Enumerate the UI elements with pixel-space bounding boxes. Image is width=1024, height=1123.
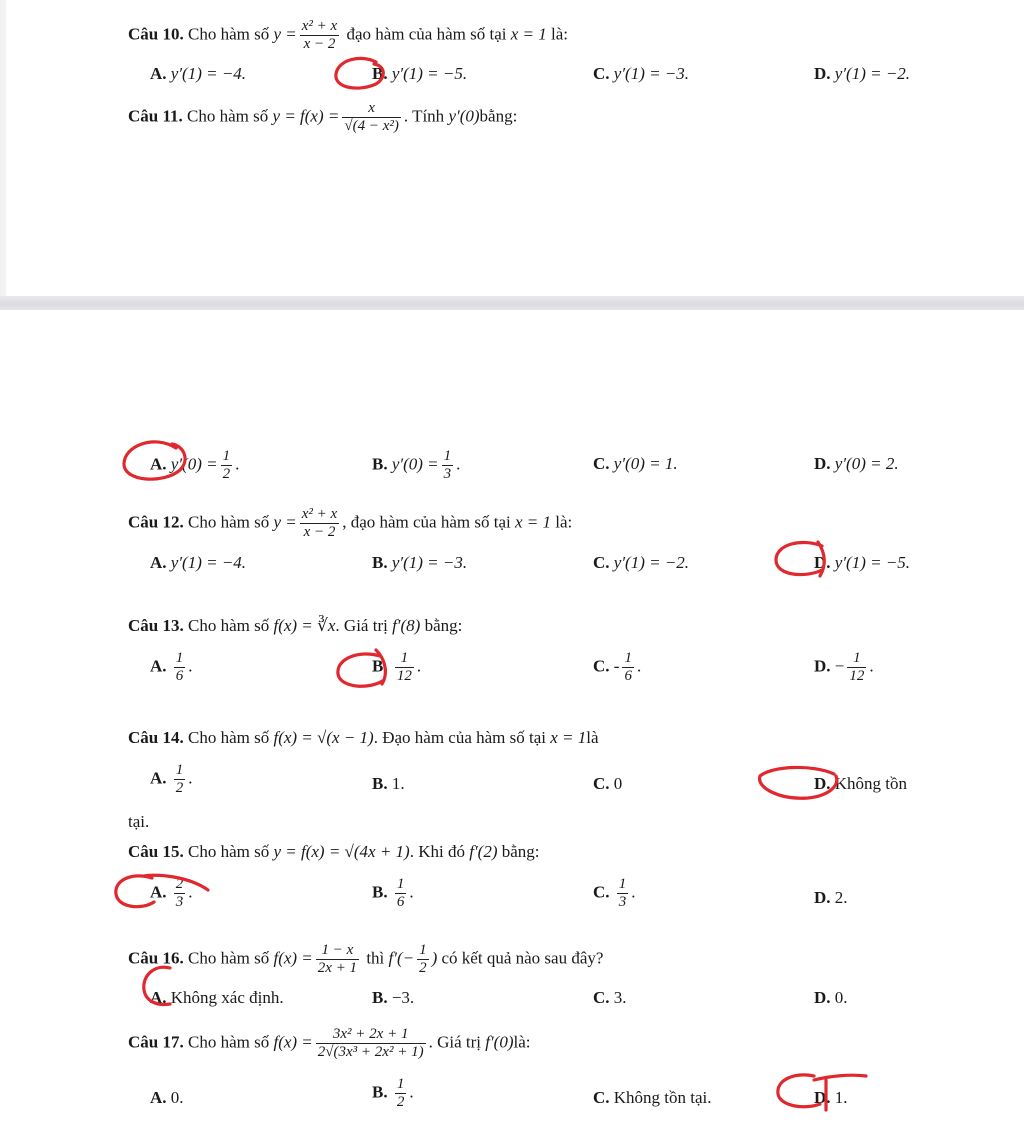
ink-circle-mark <box>330 52 390 94</box>
function-fraction: $\frac{1 - x}{2x + 1}$ <box>317 942 358 976</box>
question-text: có kết quả nào sau đây? <box>441 948 604 968</box>
question-text: là: <box>555 512 573 532</box>
option-b[interactable]: B. $\frac{1}{6}$ . <box>372 876 414 910</box>
function-fraction: $\frac{\text{x² + x}}{x - 2}$ <box>301 506 338 540</box>
page-top <box>0 0 1024 297</box>
option-b[interactable]: B. $\frac{1}{12}$ . <box>372 650 422 684</box>
question-label: Câu 10. <box>128 24 184 44</box>
question-text: là <box>586 728 599 747</box>
ink-circle-mark <box>770 536 836 582</box>
option-a[interactable]: A. 0. <box>150 1088 184 1107</box>
option-a[interactable]: A. y′(1) = −4. <box>150 553 247 572</box>
function-lhs: f(x) = <box>273 1032 313 1052</box>
option-c[interactable]: C. y′(1) = −2. <box>593 553 690 572</box>
question-text: Cho hàm số <box>187 512 270 532</box>
option-b[interactable]: B. $\frac{1}{2}$ . <box>372 1076 414 1110</box>
expression: y′(0) <box>448 106 480 126</box>
question-text: . Giá trị <box>335 616 388 635</box>
question-text: Cho hàm số <box>187 948 270 968</box>
ink-circle-mark <box>770 1066 870 1118</box>
question-text: Cho hàm số <box>187 1032 270 1052</box>
question-text: Cho hàm số <box>187 24 270 44</box>
option-d[interactable]: D. y′(0) = 2. <box>814 454 899 473</box>
page-bottom <box>0 310 1024 1123</box>
question-text: bằng: <box>424 616 463 635</box>
option-c[interactable]: C. Không tồn tại. <box>593 1088 712 1107</box>
option-d[interactable]: D. 1. <box>814 1088 848 1107</box>
function: y = f(x) = √(4x + 1) <box>273 842 410 861</box>
question-text: bằng: <box>479 106 518 126</box>
function-lhs: f(x) = <box>273 948 313 968</box>
function-lhs: y = <box>273 24 297 44</box>
option-a[interactable]: A. $\frac{1}{6}$ . <box>150 650 193 684</box>
denominator: x − 2 <box>300 35 339 53</box>
question-text: , đạo hàm của hàm số tại <box>342 512 511 532</box>
numerator: x <box>368 100 375 116</box>
question-16: Câu 16. Cho hàm số f(x) = $\frac{1 - x}{2x + 1}$ thì f′(− $\frac{1}{2}$ ) có kết quả nào sau đây? <box>128 942 604 976</box>
ink-circle-mark <box>108 868 214 920</box>
option-a[interactable]: A. $\frac{2}{3}$ . <box>150 876 193 910</box>
question-12 <box>128 506 572 541</box>
question-text: là: <box>513 1032 531 1052</box>
option-c[interactable]: C. 3. <box>593 988 627 1007</box>
function-lhs: y = f(x) = <box>272 106 340 126</box>
question-17 <box>128 1026 530 1061</box>
expression: f′(0) <box>485 1032 514 1052</box>
condition: x = 1 <box>510 24 547 44</box>
function: f(x) = ∛x <box>273 616 336 635</box>
option-a[interactable]: A. y′(1) = −4. <box>150 64 247 83</box>
option-d[interactable]: D. 2. <box>814 888 848 907</box>
question-13 <box>128 614 462 638</box>
wrapped-text: tại. <box>128 812 150 831</box>
option-d[interactable]: D. − $\frac{1}{12}$ . <box>814 650 874 684</box>
ink-circle-mark <box>330 646 396 696</box>
function-fraction <box>300 18 339 53</box>
function-fraction: $\frac{\text{3x² + 2x + 1}}{\text{2√(3x³ + 2x² + 1)}}$ <box>317 1026 424 1060</box>
expression: f′(8) <box>392 616 421 635</box>
question-text: đạo hàm của hàm số tại <box>346 24 507 44</box>
option-c[interactable]: C. y′(0) = 1. <box>593 454 678 473</box>
function-lhs: y = <box>273 512 297 532</box>
page-edge <box>0 0 6 296</box>
question-label: Câu 16. <box>128 948 184 968</box>
numerator: x² + x <box>301 18 338 34</box>
ink-circle-mark <box>118 434 198 486</box>
expression: f′(− <box>388 948 415 968</box>
condition: x = 1 <box>550 728 587 747</box>
question-text: là: <box>551 24 568 44</box>
denominator: √(4 − x²) <box>344 118 399 134</box>
option-a[interactable]: A. y′(0) = $\frac{1}{2}$ . <box>150 448 240 482</box>
option-b[interactable]: B. y′(1) = −5. <box>372 64 468 83</box>
expression: f′(2) <box>469 842 498 861</box>
ink-circle-mark <box>136 960 186 1012</box>
question-label: Câu 14. <box>128 728 184 747</box>
question-text: . Giá trị <box>428 1032 481 1052</box>
option-b[interactable]: B. 1. <box>372 774 405 793</box>
option-b[interactable]: B. y′(0) = $\frac{1}{3}$ . <box>372 448 461 482</box>
question-label: Câu 12. <box>128 512 184 532</box>
question-text: . Đạo hàm của hàm số tại <box>373 728 547 747</box>
question-text: . Tính <box>403 106 445 126</box>
option-a[interactable]: A. Không xác định. <box>150 988 284 1007</box>
question-text: thì <box>366 948 385 968</box>
question-text: bằng: <box>501 842 540 861</box>
option-c[interactable]: C. y′(1) = −3. <box>593 64 690 83</box>
function-fraction <box>342 100 401 135</box>
question-label: Câu 13. <box>128 616 184 635</box>
question-label: Câu 11. <box>128 106 183 126</box>
option-c[interactable]: C. $\frac{1}{3}$ . <box>593 876 636 910</box>
condition: x = 1 <box>514 512 551 532</box>
question-10 <box>128 18 568 53</box>
question-15 <box>128 840 540 864</box>
ink-circle-mark <box>752 762 848 808</box>
function: f(x) = √(x − 1) <box>273 728 374 747</box>
option-c[interactable]: C. 0 <box>593 774 623 793</box>
option-d[interactable]: D. y′(1) = −5. <box>814 553 911 572</box>
question-text: Cho hàm số <box>187 842 270 861</box>
question-text: Cho hàm số <box>187 106 269 126</box>
question-11 <box>128 100 517 135</box>
option-a[interactable]: A. $\frac{1}{2}$ . <box>150 762 193 796</box>
question-text: . Khi đó <box>409 842 465 861</box>
option-b[interactable]: B. −3. <box>372 988 415 1007</box>
option-d[interactable]: D. 0. <box>814 988 848 1007</box>
option-d[interactable]: D. y′(1) = −2. <box>814 64 911 83</box>
question-text: Cho hàm số <box>187 728 270 747</box>
question-label: Câu 17. <box>128 1032 184 1052</box>
option-c[interactable]: C. - $\frac{1}{6}$ . <box>593 650 642 684</box>
page-gap <box>0 296 1024 310</box>
question-label: Câu 15. <box>128 842 184 861</box>
option-d[interactable]: D. Không tồn <box>814 774 908 793</box>
question-text: Cho hàm số <box>187 616 270 635</box>
question-14 <box>128 726 599 750</box>
option-b[interactable]: B. y′(1) = −3. <box>372 553 468 572</box>
